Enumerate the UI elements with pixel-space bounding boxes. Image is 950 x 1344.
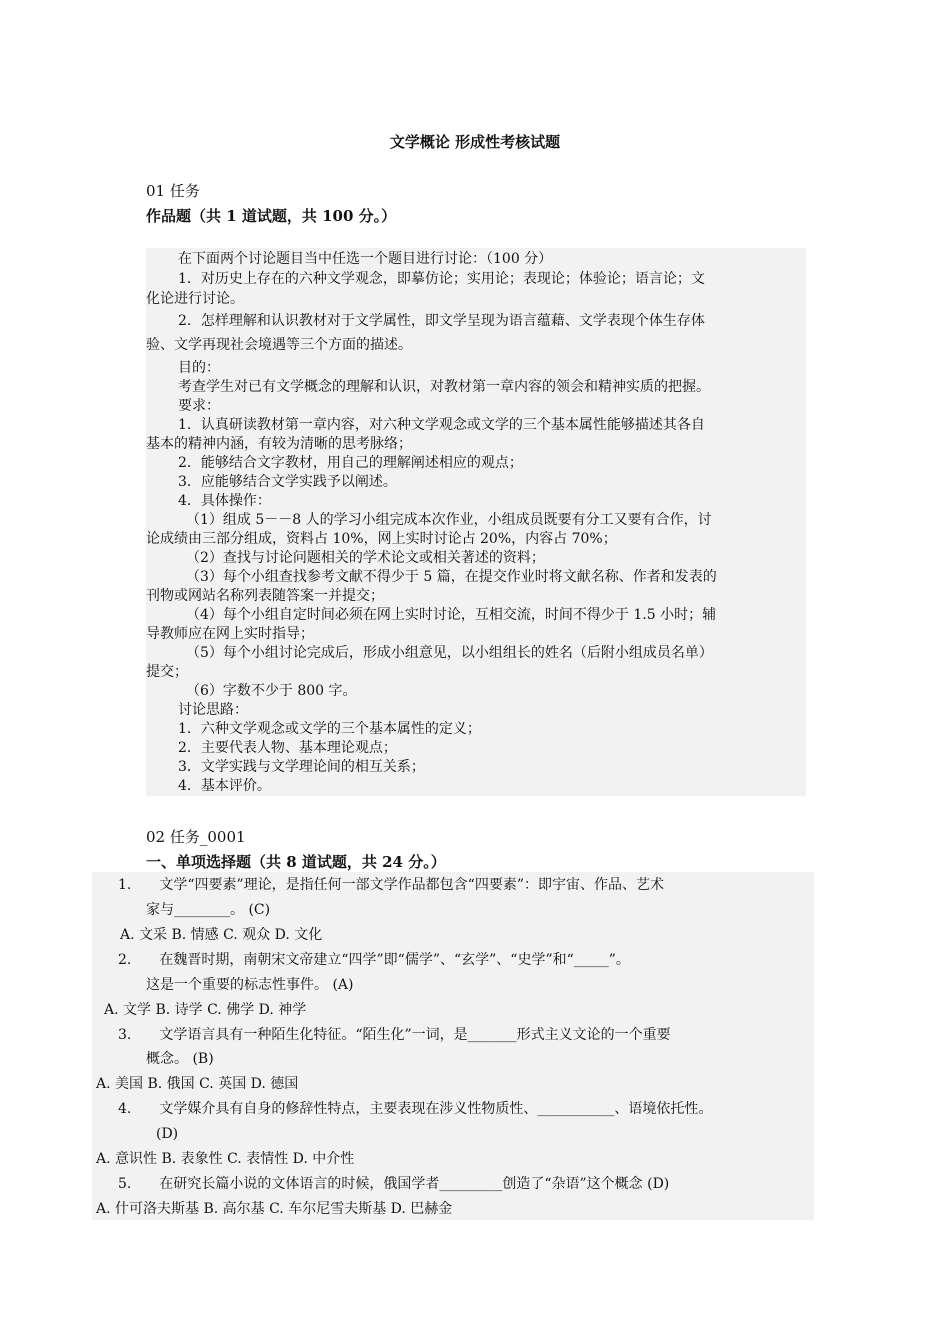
question-line: 3. 文学语言具有一种陌生化特征。“陌生化”一词，是_______形式主义文论的一个重要 (118, 1027, 671, 1043)
task1-line: 提交； (146, 664, 188, 680)
task1-line: 基本的精神内涵，有较为清晰的思考脉络； (146, 436, 412, 452)
task1-line: 验、文学再现社会境遇等三个方面的描述。 (146, 337, 412, 353)
task1-line: 2．主要代表人物、基本理论观点； (178, 740, 397, 756)
task2-heading: 02 任务_0001 (146, 828, 246, 846)
task1-line: 化论进行讨论。 (146, 291, 244, 307)
task1-line: 讨论思路： (178, 702, 248, 718)
task1-line: 3．应能够结合文学实践予以阐述。 (178, 474, 397, 490)
task1-line: 4．具体操作： (178, 493, 271, 509)
task1-line: 4．基本评价。 (178, 778, 271, 794)
task1-line: 3．文学实践与文学理论间的相互关系； (178, 759, 425, 775)
question-line: 4. 文学媒介具有自身的修辞性特点，主要表现在涉义性物质性、___________、语境依托性。 (118, 1101, 713, 1117)
task1-line: （6）字数不少于 800 字。 (186, 683, 357, 699)
question-line: 2. 在魏晋时期，南朝宋文帝建立“四学”即“儒学”、“玄学”、“史学”和“_____”。 (118, 952, 630, 968)
question-line: 1. 文学“四要素”理论，是指任何一部文学作品都包含“四要素”：即宇宙、作品、艺术 (118, 877, 664, 893)
task1-line: （2）查找与讨论问题相关的学术论文或相关著述的资料； (186, 550, 545, 566)
task1-line: 1．对历史上存在的六种文学观念，即摹仿论；实用论；表现论；体验论；语言论；文 (178, 271, 705, 287)
question-line: 这是一个重要的标志性事件。 (A) (146, 977, 354, 993)
options-line: A. 意识性 B. 表象性 C. 表情性 D. 中介性 (96, 1151, 355, 1167)
task1-line: 1．六种文学观念或文学的三个基本属性的定义； (178, 721, 481, 737)
task1-subheading: 作品题（共 1 道试题，共 100 分。） (146, 207, 397, 225)
task1-line: 刊物或网站名称列表随答案一并提交； (146, 588, 384, 604)
options-line: A. 文采 B. 情感 C. 观众 D. 文化 (120, 927, 323, 943)
task1-line: 导教师应在网上实时指导； (146, 626, 314, 642)
options-line: A. 美国 B. 俄国 C. 英国 D. 德国 (96, 1076, 299, 1092)
question-line: (D) (156, 1126, 179, 1142)
task1-line: 考查学生对已有文学概念的理解和认识，对教材第一章内容的领会和精神实质的把握。 (178, 379, 710, 395)
task1-line: 2．能够结合文字教材，用自己的理解阐述相应的观点； (178, 455, 523, 471)
task1-line: （4）每个小组自定时间必须在网上实时讨论，互相交流，时间不得少于 1.5 小时；辅 (186, 607, 717, 623)
task2-subheading: 一、单项选择题（共 8 道试题，共 24 分。） (146, 853, 446, 871)
page-title: 文学概论 形成性考核试题 (389, 133, 561, 151)
options-line: A. 文学 B. 诗学 C. 佛学 D. 神学 (104, 1002, 307, 1018)
task1-heading: 01 任务 (146, 182, 200, 200)
task1-line: 在下面两个讨论题目当中任选一个题目进行讨论：（100 分） (178, 251, 553, 267)
task1-line: 论成绩由三部分组成，资料占 10%，网上实时讨论占 20%，内容占 70%； (146, 531, 617, 547)
task1-line: 要求： (178, 398, 220, 414)
task1-line: （1）组成 5－－8 人的学习小组完成本次作业，小组成员既要有分工又要有合作，讨 (186, 512, 712, 528)
task1-line: 1．认真研读教材第一章内容，对六种文学观念或文学的三个基本属性能够描述其各自 (178, 417, 705, 433)
task1-line: 2．怎样理解和认识教材对于文学属性，即文学呈现为语言蕴藉、文学表现个体生存体 (178, 313, 705, 329)
task1-line: 目的： (178, 360, 220, 376)
task1-line: （5）每个小组讨论完成后，形成小组意见，以小组组长的姓名（后附小组成员名单） (186, 645, 713, 661)
options-line: A. 什可洛夫斯基 B. 高尔基 C. 车尔尼雪夫斯基 D. 巴赫金 (96, 1201, 453, 1217)
task1-line: （3）每个小组查找参考文献不得少于 5 篇，在提交作业时将文献名称、作者和发表的 (186, 569, 717, 585)
question-line: 5. 在研究长篇小说的文体语言的时候，俄国学者_________创造了“杂语”这个概念 (D) (118, 1176, 670, 1192)
question-line: 家与________。 (C) (146, 902, 271, 918)
question-line: 概念。 (B) (146, 1051, 214, 1067)
